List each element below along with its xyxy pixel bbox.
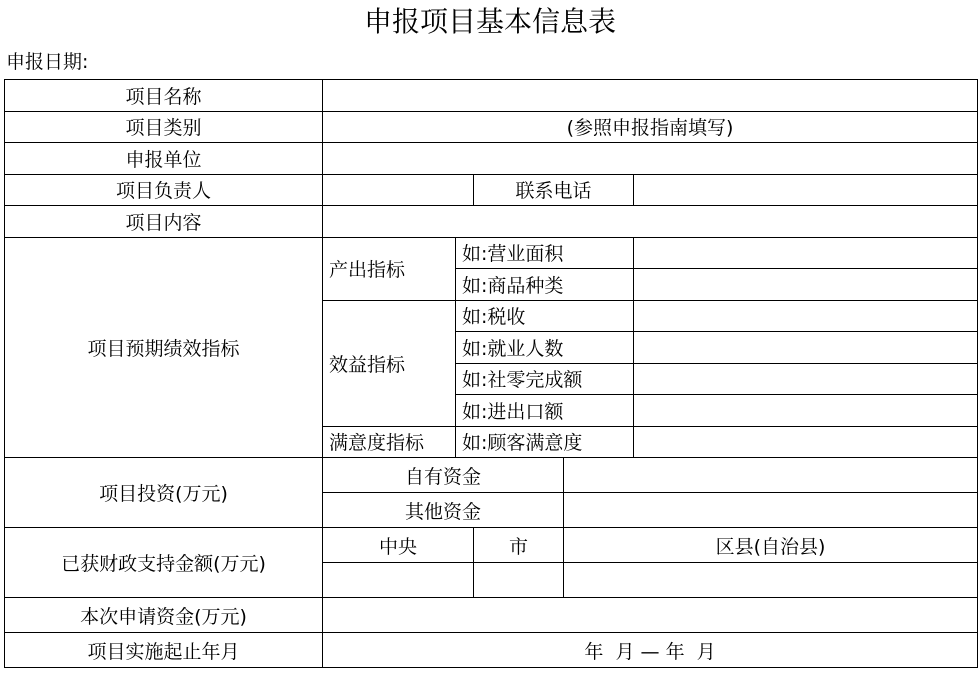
application-date-label: 申报日期: [6,51,89,73]
county-value[interactable] [564,563,978,598]
performance-label: 项目预期绩效指标 [5,237,323,458]
project-info-table [4,79,978,668]
other-funds-value[interactable] [564,493,978,528]
output-item: 如:营业面积 [456,237,634,269]
row-period [5,633,978,668]
applicant-unit-value[interactable] [323,143,978,175]
row-project-leader [5,174,978,206]
satisfaction-item: 如:顾客满意度 [456,426,634,458]
project-leader-label: 项目负责人 [5,174,323,206]
requested-funds-value[interactable] [323,598,978,633]
benefit-item-value[interactable] [634,332,978,364]
project-content-value[interactable] [323,206,978,238]
row-project-name [5,80,978,112]
contact-phone-value[interactable] [634,174,978,206]
benefit-item: 如:社零完成额 [456,363,634,395]
benefit-item-value[interactable] [634,300,978,332]
county-label: 区县(自治县) [564,528,978,563]
project-content-label: 项目内容 [5,206,323,238]
satisfaction-item-value[interactable] [634,426,978,458]
row-performance-1 [5,237,978,269]
project-name-label: 项目名称 [5,80,323,112]
project-name-value[interactable] [323,80,978,112]
row-support-header [5,528,978,563]
output-item-value[interactable] [634,237,978,269]
project-leader-value[interactable] [323,174,474,206]
central-label: 中央 [323,528,474,563]
investment-label: 项目投资(万元) [5,458,323,528]
row-requested-funds [5,598,978,633]
form-title: 申报项目基本信息表 [363,5,616,38]
other-funds-label: 其他资金 [323,493,564,528]
benefit-item-value[interactable] [634,363,978,395]
own-funds-label: 自有资金 [323,458,564,493]
benefit-item: 如:进出口额 [456,395,634,427]
central-value[interactable] [323,563,474,598]
city-label: 市 [474,528,564,563]
row-project-content [5,206,978,238]
contact-phone-label: 联系电话 [474,174,634,206]
output-item: 如:商品种类 [456,269,634,301]
city-value[interactable] [474,563,564,598]
output-item-value[interactable] [634,269,978,301]
applicant-unit-label: 申报单位 [5,143,323,175]
benefit-item: 如:就业人数 [456,332,634,364]
period-value[interactable]: 年 月 — 年 月 [323,633,978,668]
project-type-label: 项目类别 [5,111,323,143]
own-funds-value[interactable] [564,458,978,493]
benefit-item: 如:税收 [456,300,634,332]
requested-funds-label: 本次申请资金(万元) [5,598,323,633]
row-investment-own [5,458,978,493]
output-indicator-label: 产出指标 [323,237,456,300]
satisfaction-indicator-label: 满意度指标 [323,426,456,458]
period-label: 项目实施起止年月 [5,633,323,668]
row-project-type [5,111,978,143]
project-type-hint[interactable]: (参照申报指南填写) [323,111,978,143]
benefit-item-value[interactable] [634,395,978,427]
support-label: 已获财政支持金额(万元) [5,528,323,598]
row-applicant-unit [5,143,978,175]
benefit-indicator-label: 效益指标 [323,300,456,426]
